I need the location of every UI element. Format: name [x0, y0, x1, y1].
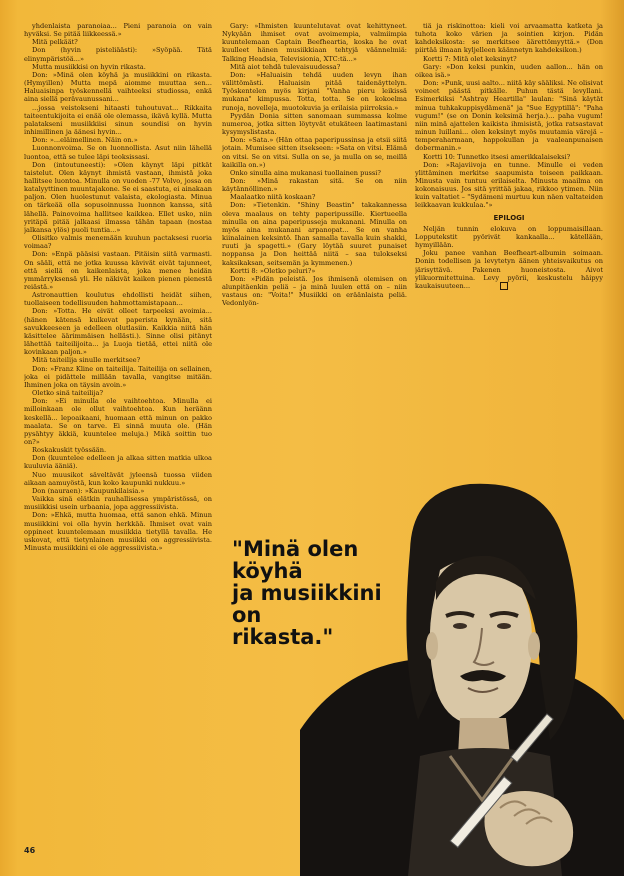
text-column-1 [24, 22, 212, 830]
article-end-mark [500, 282, 508, 290]
pull-quote-line: on [232, 603, 262, 627]
paragraph: Don: »Minä olen köyhä ja musiikkini on rikasta. (Hymyillen) Mutta mepä aiomme muuttaa sen... Haluaisinpa työskennellä vaihteeksi studiossa, enkä aina siellä perävaunussani... [24, 70, 212, 104]
paragraph: Don: »...eläimellinen. Näin on.» [32, 136, 138, 145]
paragraph: Neljän tunnin elokuva on loppumaisillaan. Lopputekstit pyörivät kankaalla... kätellään, hymyillään. [415, 224, 603, 250]
paragraph: Don (nauraen): »Kaupunkilaisia.» [32, 486, 145, 495]
paragraph: Pyydän Donia sitten sanomaan summassa kolme numeroa, jotka sitten löytyvät etukäteen laatimastani kysymyslistasta. [222, 111, 407, 137]
paragraph: Nuo muusikot säveltävät jyleensä tuossa viiden aikaan aamuyöstä, kun koko kaupunki nukkuu.» [24, 470, 212, 487]
paragraph: Vaikka sinä elätkin rauhallisessa ympäristössä, on musiikkisi usein urbaania, jopa aggressiivista. [24, 495, 212, 512]
paragraph: Don: »Pidän peleistä. Jos ihmisenä olemisen on alunpitäenkin peliä – ja minä luulen että on – niin vastaus on: "Voita!" Musiikki on eräänlaista peliä. Vedonlyön- [222, 274, 407, 308]
paragraph: Mitä pelkäät? [32, 38, 78, 47]
paragraph: Gary: »Don keksi punkin, uuden aallon... hän on oikea isä.» [415, 62, 603, 79]
pull-quote-line: köyhä [232, 559, 303, 583]
paragraph: Don: »Sata.» (Hän ottaa paperipussinsa ja etsii siitä jotain. Mumisee sitten itsekseen: »Sata on vitsi. Elämä on vitsi. Se on vitsi. Sulla on se, ja mulla on se, meillä kaikilla on.») [222, 136, 407, 169]
pull-quote-line: ja musiikkini [232, 581, 382, 605]
section-heading: EPILOGI [493, 213, 525, 222]
paragraph: Mutta musiikkisi on hyvin rikasta. [32, 62, 146, 71]
paragraph: Maalaatko niitä koskaan? [230, 193, 316, 202]
paragraph: Luonnonvoima. Se on luonnollista. Asut niin lähellä luontoa, että se tulee läpi teoksissasi. [24, 144, 212, 161]
paragraph: Don: »Franz Kline on taiteilija. Taiteilija on sellainen, joka ei pidättele millään tavalla, vangitse mitään. Ihminen joka on täysin avoin.» [24, 364, 212, 389]
paragraph: Don: »Haluaisin tehdä uuden levyn ihan välittömästi. Haluaisin pitää taidenäyttelyn. Työskentelen myös kirjani "Vanha pieru leikissä mukana" kimpussa. Totta, totta. Se on kokoelma runoja, novelleja, muotokuvia ja erilaisia piirroksia.» [222, 70, 407, 112]
paragraph: tiä ja riskinottoa: kieli voi arvaamatta katketa ja tuhota koko värien ja sointien kirjon. Pidän kahdeksikosta: se merkitsee äärettömyyttä.» (Don piirtää ilmaan kyljelleen käännetyn kahdeksikon.) [415, 22, 603, 55]
paragraph: Gary: »Ihmisten kuuntelutavat ovat kehittyneet. Nykyään ihmiset ovat avoimempia, valmiimpia kuuntelemaan Captain Beefheartia, koska he ovat kuulleet hänen musiikkiaan tehtyjä väännelmiä: Talking Headsia, Televisionia, XTC:tä...» [222, 22, 407, 63]
text-column-2 [222, 22, 407, 450]
paragraph: Olisitko valmis menemään kuuhun pactaksesi ruoria voimaa? [24, 234, 212, 251]
paragraph: Mitä aiot tehdä tulevaisuudessa? [230, 62, 341, 71]
paragraph: Kortti 7: Mitä olet keksinyt? [423, 54, 517, 63]
page-number: 46 [24, 846, 36, 855]
pull-quote-line: "Minä olen [232, 537, 359, 561]
paragraph: yhdenlaista paranoiaa... Pieni paranoia on vain hyväksi. Se pitää liikkeessä.» [24, 22, 212, 39]
paragraph: Don (hyvin pisteliäästi): »Syöpää. Tätä elinympäristöä...» [24, 46, 212, 63]
paragraph: Don: »Tietenkin. "Shiny Beastin" takakannessa oleva maalaus on tehty paperipussille. Kiertueella minulla on aina paperipusseja mukanani. Minulla on myös aina mukanani arpanopat... Se on vanha kiinalainen keksintö. Ihan samalla tavalla kuin shakki, ruuti ja spagetti.» (Gary löytää suuret punaiset noppansa ja Don heittää niitä – saa tulokseksi kaksikaksan, seitsemän ja kymmenen.) [222, 201, 407, 267]
paragraph: Roskakuskit työssään. [32, 446, 107, 455]
paragraph: Oletko sinä taiteilija? [32, 389, 103, 398]
paragraph: Don: »Ei minulla ole vaihtoehtoa. Minulla ei milloinkaan ole ollut vaihtoehtoa. Kun heräänn keskellä... lepoaikaani, huomaan että minun on pakko maalata. Se on tarve. Ei sinnä muuta ole. (Hän pysähtyy äkkiä, kuuntelee meluja.) Mikä soittin tuo on?» [24, 397, 212, 446]
paragraph: Mitä taiteilija sinulle merkitsee? [32, 356, 141, 365]
paragraph: Don: »Minä rakastan sitä. Se on niin käytännöllinen.» [222, 176, 407, 194]
pull-quote-line: rikasta." [232, 625, 334, 649]
paragraph: Don: »Punk, uusi aalto... niitä käy sääliksi. Ne olisivat voineet päästä pitkälle. Puhun tästä levyllani. Esimerkiksi "Ashtray Heartilla" laulan: "Sinä käytät minua tuhkakuppisydämenä" ja "Sue Egyptillä": "Paha vugum!" (se on Donin keksimä herja.)... paha vugum! niin minä ajattelen kaikista ihmisistä, jotka ratsastavat minun luillani... olen keksinyt myös muutamia värejä – temperaharmaan, happokullan ja vaaleanpunaisen dobermanin.» [415, 79, 603, 153]
paragraph: Don: »Enpä pääsisi vastaan. Pitäisin siitä varmasti. On sääli, että ne jotka kuussa kävivät eivät tajunneet, että siellä on kaikenlaista, joka menee heidän ymmärryksensä yli. He näkivät kaiken pienen pienestä reiästä.» [24, 250, 212, 291]
pull-quote [232, 538, 432, 648]
portrait-photo [300, 470, 624, 876]
paragraph: Don: »Totta. He eivät olleet tarpeeksi avoimia... (hänen kätensä kulkevat paperista kynään, sitä savukkeeseen ja edelleen olutlasiin. Kaikkia niitä hän käsittelee äärimmäisen hellästi.). Sinne olisi pitänyt lähettää taiteilijoita... ja Luoja tietää, ettei niitä ole kovinkaan paljon.» [24, 307, 212, 357]
paragraph: Onko sinulla aina mukanasi tuollainen pussi? [230, 168, 381, 177]
paragraph: Don (intoutuneesti): »Olen käynyt läpi pitkät taistelut. Olen käynyt ihmistä vastaan, ihmistä joka hallitsee luontoa. Minulla on vuoden -77 Volvo, jossa on katalyyttinen muuntajakone. Se ei saastuta, ei ainakaan paljon. Olen huolestunut valaista, ekologiasta. Minua on tärkeää olla sopusoinnussa luonnon kanssa, sitä lähellä. Painovoima hallitsee kaikkea. Ellet usko, niin yritäpä pitää jalkaasi ilmassa tähän tapaan (nostaa jalkansa ylös) puoli tuntia...» [24, 160, 212, 234]
text-column-3 [415, 22, 603, 458]
paragraph: Astronauttien koulutus ehdollisti heidät siihen, tuollaiseen todellisuuden hahmottamistapaan... [24, 291, 212, 308]
paragraph: Don: »Rajaviivoja en tunne. Minulle ei veden ylittäminen merkitse saapumista toiseen paikkaan. Minusta vain tuntuu erilaiselta. Minusta maailma on kokonaisuus. Jos sitä yrittää jakaa, rikkoo ytimen. Niin kuin valtatiet – "Sydämeni murtuu kun näen valtateiden leikkaavan kukkulaa."» [415, 160, 603, 210]
paragraph: Don (kuuntelee edelleen ja alkaa sitten matkia ulkoa kuuluvia ääniä). [24, 454, 212, 471]
paragraph: Kortti 8: »Oletko peluri?» [230, 266, 316, 275]
paragraph: Don: »Ehkä, mutta huomaa, että sanon ehkä. Minun musiikkini voi olla hyvin herkkää. Ihmiset ovat vain oppineet kuuntelemaan musiikkia tietyllä tavalla. He uskovat, että tietynlainen musiikki on aggressiivista. Minusta musiikkini ei ole aggressiivista.» [24, 511, 212, 552]
paragraph: ...jossa veistokseni hitaasti tuhoutuvat... Rikkaita taiteentukijoita ei enää ole olemassa, ikävä kyllä. Mutta palatakseni musiikkiisi sinun soundisi on hyvin inhimillinen ja äänesi hyvin... [24, 103, 212, 137]
paragraph: Kortti 10: Tunnetko itsesi amerikkalaiseksi? [423, 152, 571, 161]
paragraph: Joku panee vanhan Beefheart-albumin soimaan. Donin todellisen ja levytetyn äänen yhteisvaikutus on järisyttävä. Pakenen huoneistosta. Aivot ylikuormitettuina. Levy pyörii, keskustelu häipyy kaukaisuuteen... [415, 249, 603, 290]
